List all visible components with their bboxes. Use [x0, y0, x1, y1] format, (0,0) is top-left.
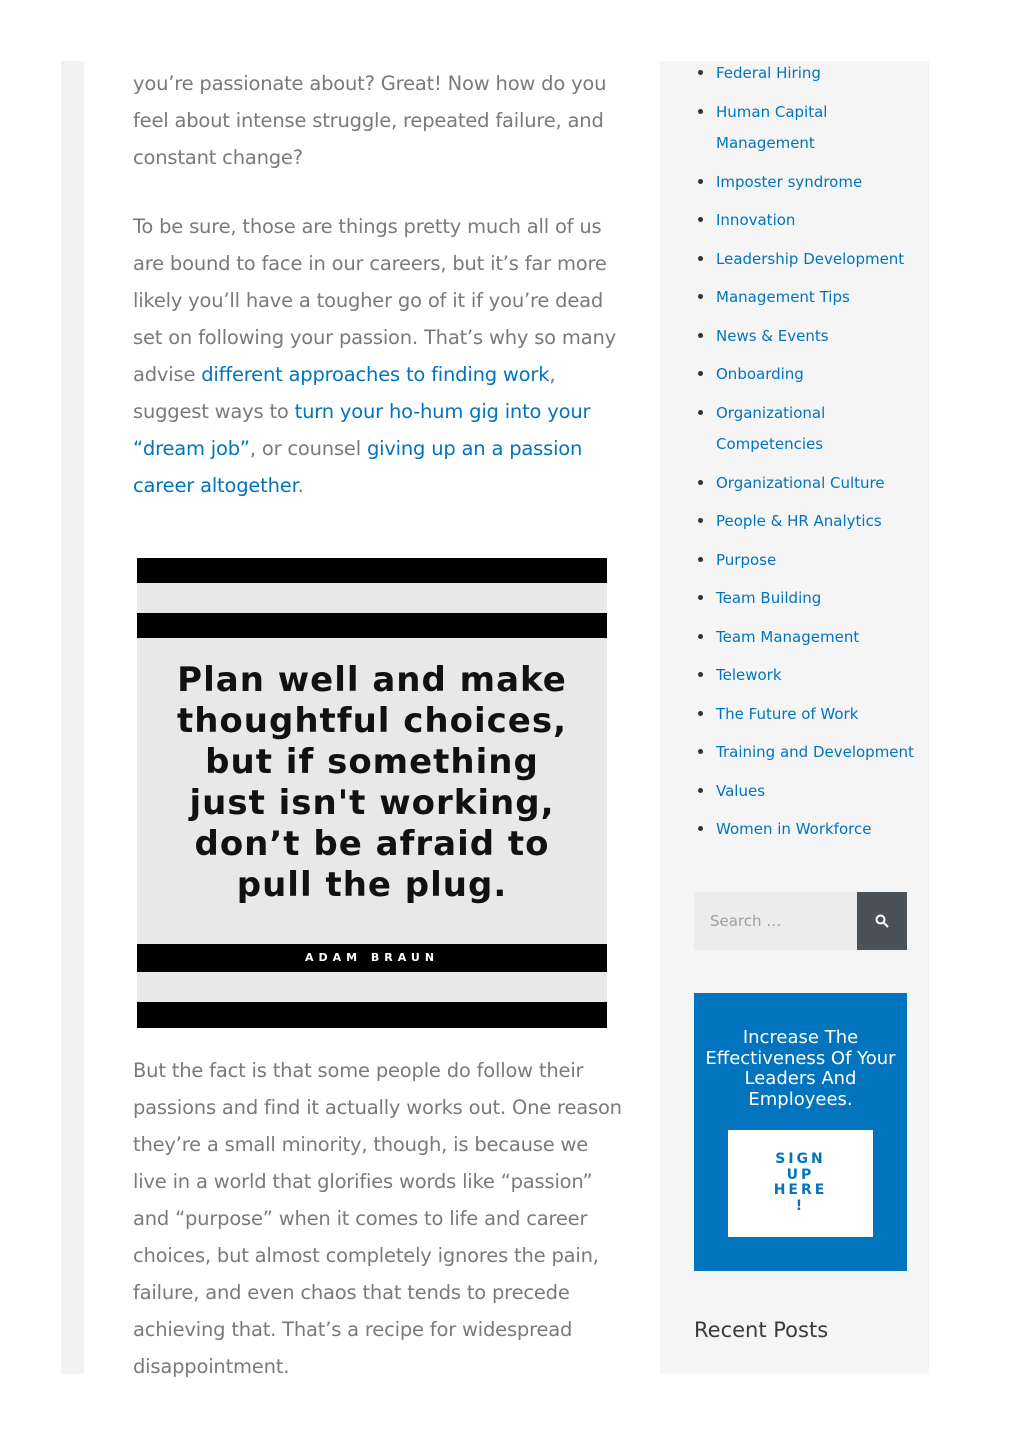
category-link[interactable]: Federal Hiring — [716, 64, 821, 82]
paragraph-text: , or counsel — [249, 437, 367, 460]
quote-line: pull the plug. — [236, 865, 508, 905]
quote-line: but if something — [205, 742, 539, 782]
stripe — [137, 613, 607, 638]
paragraph-text: . — [297, 474, 304, 497]
category-link[interactable]: Human Capital Management — [716, 102, 828, 152]
list-item — [696, 321, 916, 353]
category-link[interactable]: Imposter syndrome — [716, 172, 863, 191]
list-item — [696, 506, 916, 538]
search-icon — [875, 914, 889, 928]
category-link[interactable]: Team Building — [716, 589, 822, 607]
search-form — [694, 892, 907, 950]
left-rail — [61, 61, 84, 1374]
list-item — [696, 660, 916, 692]
category-link[interactable]: Organizational Competencies — [716, 403, 826, 453]
quote-image — [137, 558, 607, 1028]
category-link[interactable]: News & Events — [716, 326, 829, 345]
list-item — [696, 398, 916, 461]
link-different-approaches[interactable]: different approaches to finding work — [201, 363, 550, 386]
search-input[interactable] — [694, 892, 857, 950]
recent-posts-heading: Recent Posts — [694, 1318, 829, 1342]
list-item — [696, 282, 916, 314]
list-item — [696, 167, 916, 199]
category-link[interactable]: Women in Workforce — [716, 820, 872, 838]
quote-text — [137, 660, 607, 906]
stripe — [137, 558, 607, 583]
list-item — [696, 583, 916, 615]
article-paragraph-2 — [133, 208, 623, 504]
sign-up-label: SIGN UP HERE ! — [773, 1151, 828, 1214]
category-link[interactable]: Management Tips — [716, 288, 850, 306]
paragraph-text: To be sure, those are things pretty much all of us are bound to face in our careers, but it’s far more likely you’ll have a tougher go of it if you’re dead set on following your passion. That’s why so many advise — [133, 215, 616, 386]
category-list — [696, 58, 916, 853]
category-link[interactable]: The Future of Work — [716, 704, 859, 723]
stripe — [137, 1002, 607, 1028]
promo-title: Increase The Effectiveness Of Your Leaders And Employees. — [705, 1027, 896, 1110]
quote-author: ADAM BRAUN — [304, 951, 440, 964]
signup-promo — [694, 993, 907, 1271]
category-link[interactable]: Purpose — [716, 550, 777, 569]
paragraph-text: , suggest ways to — [133, 363, 556, 423]
list-item — [696, 205, 916, 237]
list-item — [696, 468, 916, 500]
category-link[interactable]: Organizational Culture — [716, 473, 885, 492]
article-paragraph-1: you’re passionate about? Great! Now how do you feel about intense struggle, repeated failure, and constant change? — [133, 72, 607, 169]
list-item — [696, 97, 916, 160]
category-link[interactable]: People & HR Analytics — [716, 512, 882, 530]
category-link[interactable]: Values — [716, 781, 766, 800]
list-item — [696, 622, 916, 654]
article-paragraph-3: But the fact is that some people do follow their passions and find it actually works out. One reason they’re a small minority, though, is because we live in a world that glorifies words like “passion” and “purpose” when it comes to life and career choices, but almost completely ignores the pain, failure, and even chaos that tends to precede achieving that. That’s a recipe for widespread disappointment. — [133, 1059, 622, 1378]
list-item — [696, 359, 916, 391]
list-item — [696, 545, 916, 577]
quote-line: just isn't working, — [189, 783, 555, 823]
list-item — [696, 814, 916, 846]
list-item — [696, 737, 916, 769]
category-link[interactable]: Leadership Development — [716, 249, 905, 268]
sign-up-button[interactable] — [728, 1130, 873, 1237]
link-giving-up-passion[interactable]: giving up an a passion career altogether — [133, 437, 583, 497]
list-item — [696, 244, 916, 276]
search-button[interactable] — [857, 892, 907, 950]
category-link[interactable]: Onboarding — [716, 365, 804, 383]
category-link[interactable]: Team Management — [716, 627, 860, 646]
list-item — [696, 58, 916, 90]
quote-line: don’t be afraid to — [194, 824, 550, 864]
link-dream-job[interactable]: turn your ho-hum gig into your “dream job” — [133, 400, 591, 460]
category-link[interactable]: Innovation — [716, 211, 796, 229]
category-link[interactable]: Telework — [716, 666, 782, 684]
quote-line: Plan well and make — [177, 660, 567, 700]
quote-line: thoughtful choices, — [176, 701, 568, 741]
list-item — [696, 776, 916, 808]
category-link[interactable]: Training and Development — [716, 743, 914, 761]
list-item — [696, 699, 916, 731]
